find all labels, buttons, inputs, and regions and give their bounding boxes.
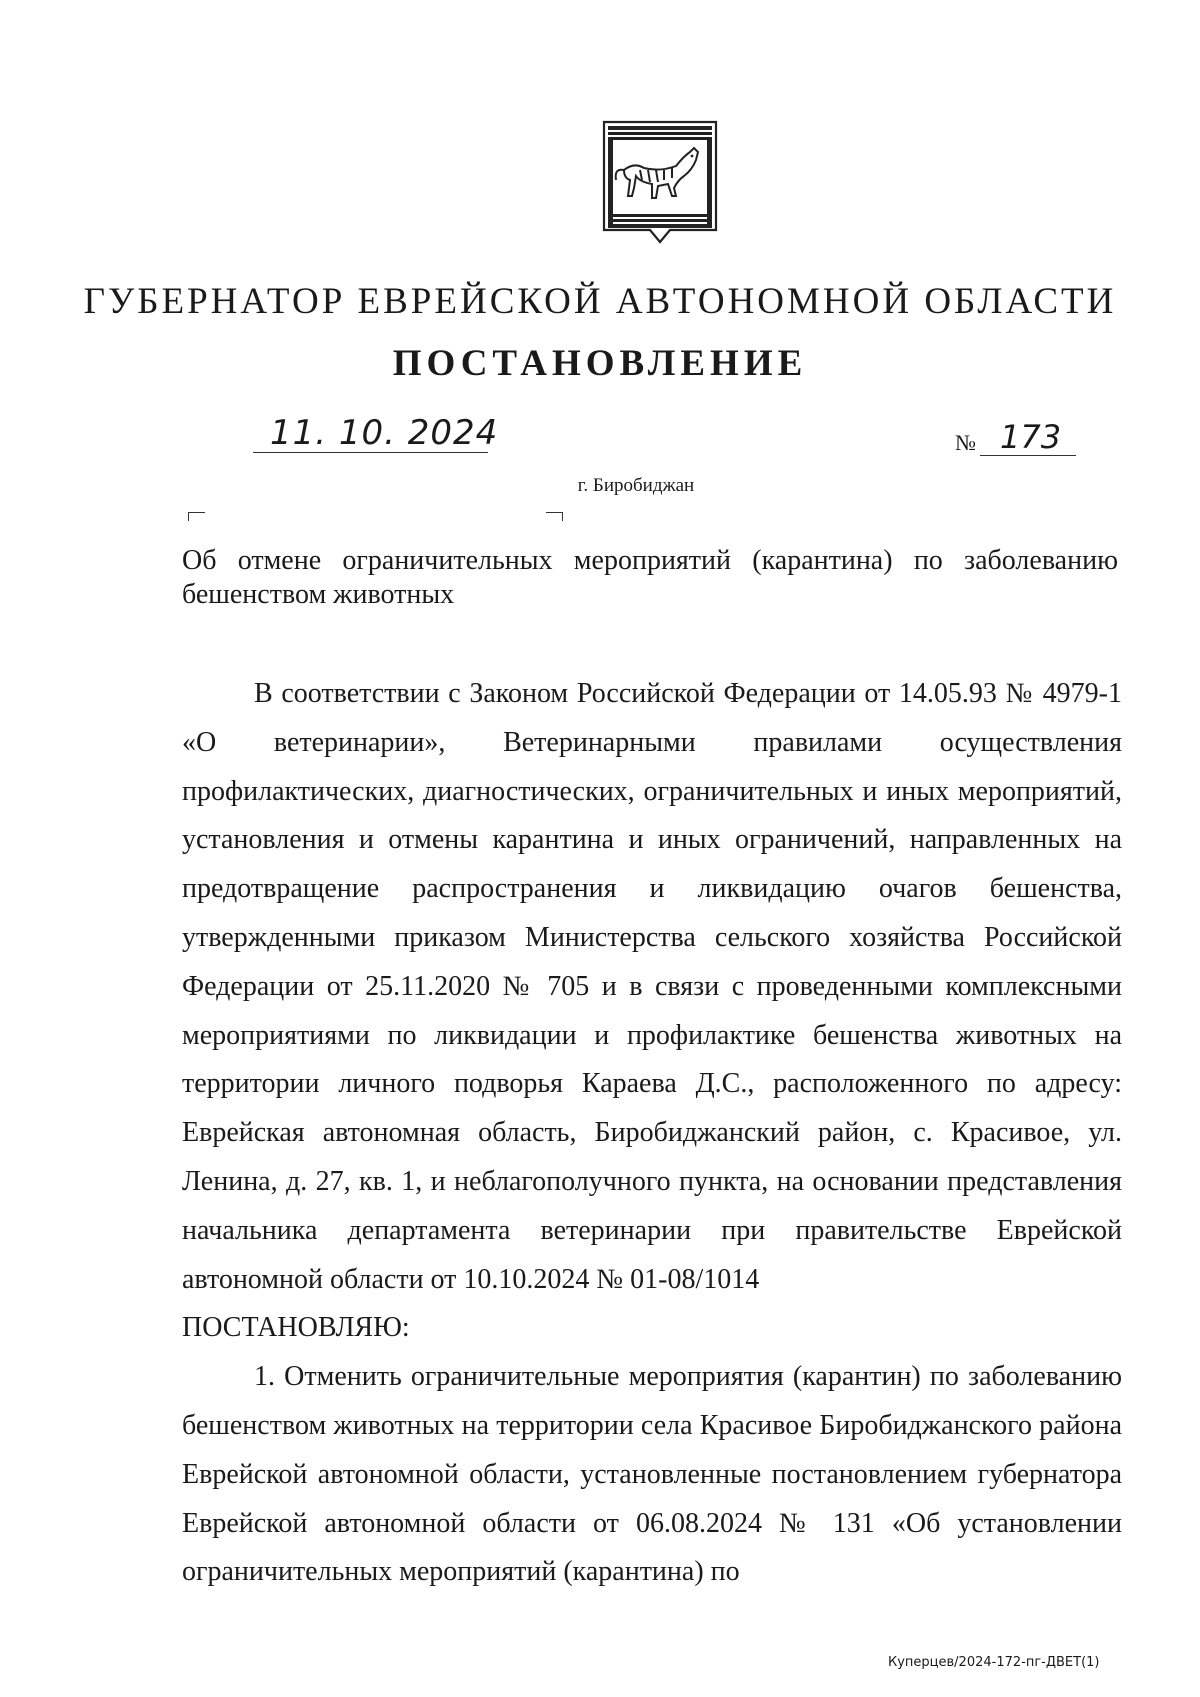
city: г. Биробиджан [577, 475, 695, 496]
decree-word: ПОСТАНОВЛЯЮ: [182, 1312, 410, 1344]
number-underline [980, 455, 1076, 456]
preamble-paragraph: В соответствии с Законом Российской Федерации от 14.05.93 № 4979-1 «О ветеринарии», Ветеринарными правилами осуществления профилактических, диагностических, ограничительных и иных мероприятий, установления и отмены карантина и иных ограничений, направленных на предотвращение распространения и ликвидацию очагов бешенства, утвержденными приказом Министерства сельского хозяйства Российской Федерации от 25.11.2020 № 705 и в связи с проведенными комплексными мероприятиями по ликвидации и профилактике бешенства животных на территории личного подворья Караева Д.С., расположенного по адресу: Еврейская автономная область, Биробиджанский район, с. Красивое, ул. Ленина, д. 27, кв. 1, и неблагополучного пункта, на основании представления начальника департамента ветеринарии при правительстве Еврейской автономной области от 10.10.2024 № 01-08/1014 [182, 678, 1122, 1295]
title-bracket-right [546, 512, 563, 521]
document-title: Об отмене ограничительных мероприятий (карантина) по заболеванию бешенством животных [182, 545, 1118, 610]
date-underline [253, 452, 488, 453]
document-number: 173 [1000, 418, 1062, 456]
coat-of-arms-icon [600, 118, 720, 260]
number-label: № [955, 430, 976, 455]
footer-reference: Куперцев/2024-172-пг-ДВЕТ(1) [888, 1655, 1100, 1670]
issuing-authority: ГУБЕРНАТОР ЕВРЕЙСКОЙ АВТОНОМНОЙ ОБЛАСТИ [83, 281, 1117, 322]
document-body [182, 670, 1122, 1597]
title-bracket-left [188, 512, 205, 521]
document-type: ПОСТАНОВЛЕНИЕ [392, 343, 808, 384]
item-1-paragraph: 1. Отменить ограничительные мероприятия (карантин) по заболеванию бешенством животных на территории села Красивое Биробиджанского района Еврейской автономной области, установленные постановлением губернатора Еврейской автономной области от 06.08.2024 № 131 «Об установлении ограничительных мероприятий (карантина) по [182, 1361, 1122, 1588]
document-date: 11. 10. 2024 [270, 413, 499, 453]
